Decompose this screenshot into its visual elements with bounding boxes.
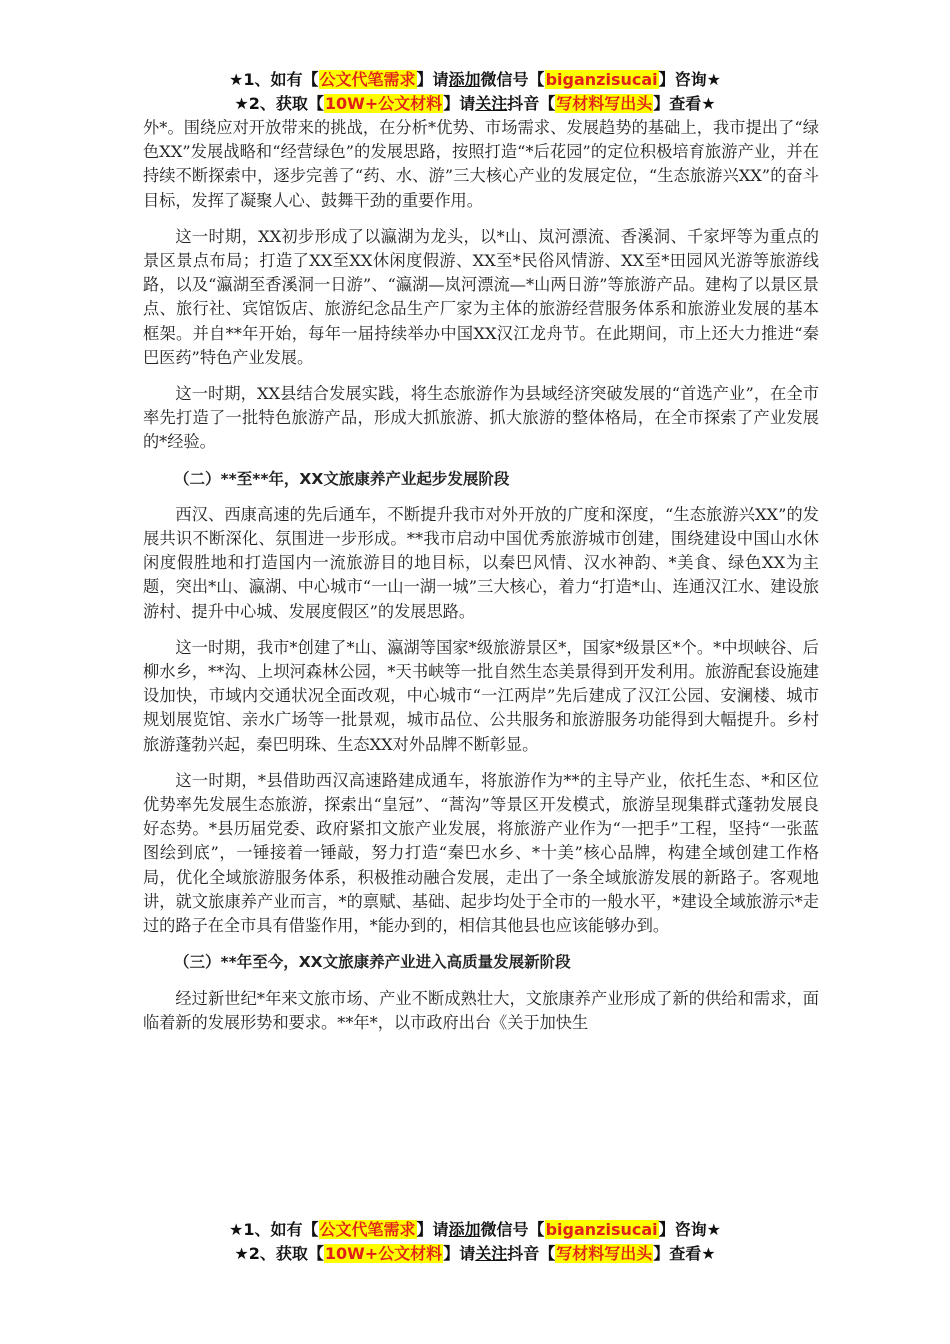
banner-text: 】查看★ xyxy=(653,94,716,113)
header-banner xyxy=(0,68,950,116)
underlined-follow: 关注 xyxy=(475,94,508,113)
paragraph-3: 这一时期，XX县结合发展实践，将生态旅游作为县域经济突破发展的“首选产业”，在全市率先打造了一批特色旅游产品，形成大抓旅游、抓大旅游的整体格局，在全市探索了产业发展的*经验。 xyxy=(143,384,819,452)
banner-text: 】请 xyxy=(443,94,476,113)
paragraph-1: 外*。围绕应对开放带来的挑战，在分析*优势、市场需求、发展趋势的基础上，我市提出了“绿色XX”发展战略和“经营绿色”的发展思路，按照打造“*后花园”的定位积极培育旅游产业，并在持续不断探索中，逐步完善了“药、水、游”三大核心产业的发展定位，“生态旅游兴XX”的奋斗目标，发挥了凝聚人心、鼓舞干劲的重要作用。 xyxy=(143,118,819,210)
banner-line-2 xyxy=(0,1242,950,1266)
highlight-ghostwriting: 公文代笔需求 xyxy=(319,1220,416,1239)
highlight-materials: 10W+公文材料 xyxy=(324,1244,443,1263)
section-heading-3: （三）**年至今，XX文旅康养产业进入高质量发展新阶段 xyxy=(174,953,571,972)
section-heading-2: （二）**至**年，XX文旅康养产业起步发展阶段 xyxy=(174,469,510,488)
banner-text: ★1、如有【 xyxy=(229,70,319,89)
banner-text: ★2、获取【 xyxy=(234,1244,324,1263)
banner-text: 】查看★ xyxy=(653,1244,716,1263)
paragraph-7: 经过新世纪*年来文旅市场、产业不断成熟壮大，文旅康养产业形成了新的供给和需求，面临着新的发展形势和要求。**年*，以市政府出台《关于加快生 xyxy=(143,988,819,1032)
highlight-douyin-id: 写材料写出头 xyxy=(556,94,653,113)
banner-text: 微信号【 xyxy=(480,70,545,89)
banner-line-2 xyxy=(0,92,950,116)
banner-text: 】咨询★ xyxy=(658,70,721,89)
paragraph-5: 这一时期，我市*创建了*山、瀛湖等国家*级旅游景区*，国家*级景区*个。*中坝峡谷、后柳水乡，**沟、上坝河森林公园，*天书峡等一批自然生态美景得到开发利用。旅游配套设施建设加快，市域内交通状况全面改观，中心城市“一江两岸”先后建成了汉江公园、安澜楼、城市规划展览馆、亲水广场等一批景观，城市品位、公共服务和旅游服务功能得到大幅提升。乡村旅游蓬勃兴起，秦巴明珠、生态XX对外品牌不断彰显。 xyxy=(143,637,819,754)
underlined-add: 添加 xyxy=(448,70,481,89)
paragraph-4: 西汉、西康高速的先后通车，不断提升我市对外开放的广度和深度，“生态旅游兴XX”的发展共识不断深化、氛围进一步形成。**我市启动中国优秀旅游城市创建，围绕建设中国山水休闲度假胜地和打造国内一流旅游目的地目标，以秦巴风情、汉水神韵、*美食、绿色XX为主题，突出*山、瀛湖、中心城市“一山一湖一城”三大核心，着力“打造*山、连通汉江水、建设旅游村、提升中心城、发展度假区”的发展思路。 xyxy=(143,504,819,621)
highlight-ghostwriting: 公文代笔需求 xyxy=(319,70,416,89)
highlight-douyin-id: 写材料写出头 xyxy=(556,1244,653,1263)
highlight-wechat-id: biganzisucai xyxy=(545,70,658,89)
paragraph-2: 这一时期，XX初步形成了以瀛湖为龙头，以*山、岚河漂流、香溪洞、千家坪等为重点的景区景点布局；打造了XX至XX休闲度假游、XX至*民俗风情游、XX至*田园风光游等旅游线路，以及“瀛湖至香溪洞一日游”、“瀛湖—岚河漂流—*山两日游”等旅游产品。建构了以景区景点、旅行社、宾馆饭店、旅游纪念品生产厂家为主体的旅游经营服务体系和旅游业发展的基本框架。并自**年开始，每年一届持续举办中国XX汉江龙舟节。在此期间，市上还大力推进“秦巴医药”特色产业发展。 xyxy=(143,226,819,367)
banner-text: 】请 xyxy=(443,1244,476,1263)
underlined-follow: 关注 xyxy=(475,1244,508,1263)
banner-text: 】咨询★ xyxy=(658,1220,721,1239)
document-body xyxy=(143,116,819,1047)
highlight-wechat-id: biganzisucai xyxy=(545,1220,658,1239)
paragraph-6: 这一时期，*县借助西汉高速路建成通车，将旅游作为**的主导产业，依托生态、*和区位优势率先发展生态旅游，探索出“皇冠”、“蒿沟”等景区开发模式，旅游呈现集群式蓬勃发展良好态势。*县历届党委、政府紧扣文旅产业发展，将旅游产业作为“一把手”工程，坚持“一张蓝图绘到底”，一锤接着一锤敲，努力打造“秦巴水乡、*十美”核心品牌，构建全域创建工作格局，优化全域旅游服务体系，积极推动融合发展，走出了一条全域旅游发展的新路子。客观地讲，就文旅康养产业而言，*的禀赋、基础、起步均处于全市的一般水平，*建设全域旅游示*走过的路子在全市具有借鉴作用，*能办到的，相信其他县也应该能够办到。 xyxy=(143,770,819,936)
banner-text: 】请 xyxy=(416,70,449,89)
banner-text: 】请 xyxy=(416,1220,449,1239)
banner-line-1 xyxy=(0,1218,950,1242)
banner-text: ★2、获取【 xyxy=(234,94,324,113)
banner-text: 抖音【 xyxy=(507,1244,556,1263)
banner-text: 微信号【 xyxy=(480,1220,545,1239)
highlight-materials: 10W+公文材料 xyxy=(324,94,443,113)
footer-banner xyxy=(0,1218,950,1266)
banner-text: ★1、如有【 xyxy=(229,1220,319,1239)
banner-line-1 xyxy=(0,68,950,92)
banner-text: 抖音【 xyxy=(507,94,556,113)
underlined-add: 添加 xyxy=(448,1220,481,1239)
